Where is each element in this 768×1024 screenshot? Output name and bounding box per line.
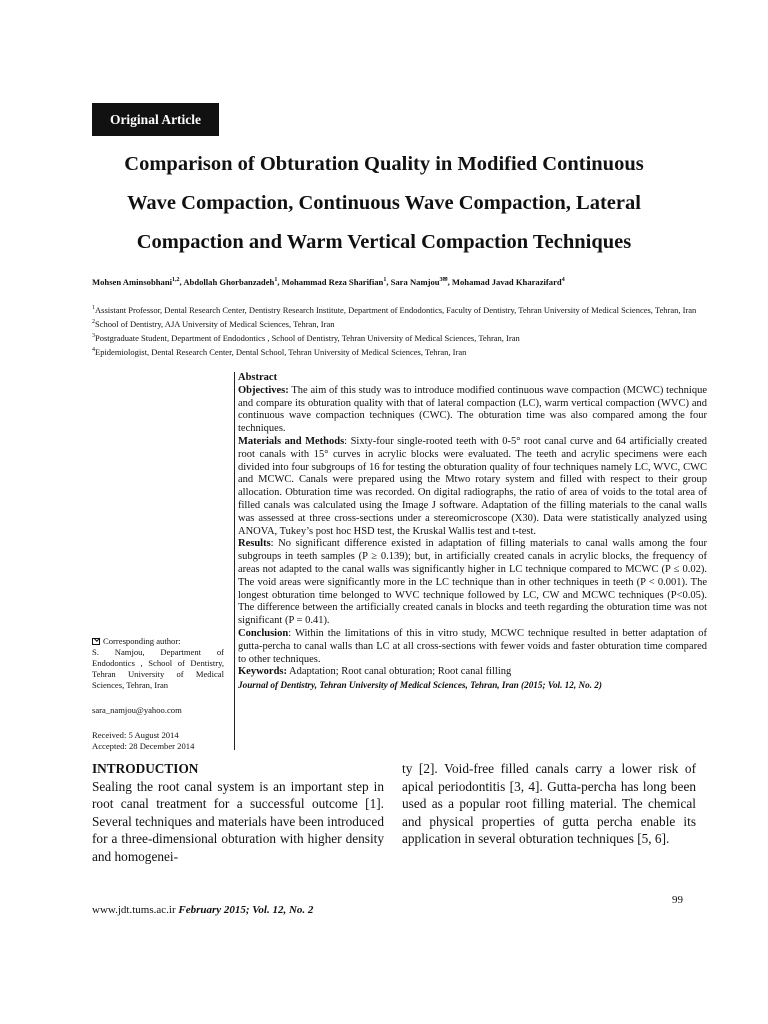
affiliation xyxy=(92,344,712,358)
affiliation xyxy=(92,316,712,330)
affiliation-text: School of Dentistry, AJA University of Medical Sciences, Tehran, Iran xyxy=(95,318,335,329)
title-line: Wave Compaction, Continuous Wave Compaction, Lateral xyxy=(127,192,641,214)
article-title xyxy=(60,145,708,262)
keywords-label: Keywords: xyxy=(238,666,287,678)
results-text: : No significant difference existed in adaptation of filling materials to canal walls among the four subgroups in teeth samples (P ≥ 0.139); but, in artificially created canals in acrylic blocks, the frequency of areas not adapted to the canal walls was significantly higher in LC technique compared to MCWC (P ≤ 0.02). The void areas were significantly more in the LC technique than in other techniques in teeth (P < 0.001). The longest obturation time belonged to WVC technique followed by LC, CW and MCWC techniques (P<0.05). The difference between the artificially created canals in blocks and teeth regarding the obturation time was not significant (P = 0.41). xyxy=(238,538,707,627)
affiliation-text: Postgraduate Student, Department of Endodontics , School of Dentistry, Tehran University of Medical Sciences, Tehran, Iran xyxy=(95,332,520,343)
author-affil: 3✉ xyxy=(439,277,448,283)
author-affil: 1 xyxy=(383,277,387,283)
author-name: Abdollah Ghorbanzadeh xyxy=(183,276,275,287)
author-name: Mohamad Javad Kharazifard xyxy=(451,276,562,287)
abstract-heading: Abstract xyxy=(238,372,278,383)
affiliation-number: 4 xyxy=(92,347,95,354)
affiliation xyxy=(92,302,712,316)
methods-text: : Sixty-four single-rooted teeth with 0-5° root canal curve and 64 artificially created root canals with 15° curves in acrylic blocks were evaluated. The teeth and acrylic specimens were each divided into four subgroups of 16 for testing the obturation quality of four techniques namely LC, WVC, CWC and MCWC. Canals were prepared using the Mtwo rotary system and filled with respect to their group allocation. Obturation time was recorded. On digital radiographs, the ratio of area of voids to the total area of filled canals was calculated using the Image J software. Adaptation of the filling materials to the canal walls was assessed at three cross-sections under a stereomicroscope (X30). Data were statistically analyzed using ANOVA, Tukey’s post hoc HSD test, the Kruskal Wallis test and t-test. xyxy=(238,435,707,537)
body-column-left xyxy=(92,760,384,866)
body-paragraph: Sealing the root canal system is an important step in root canal treatment for a successful outcome [1]. Several techniques and materials have been introduced for a three-dimensional obturation with higher density and homogenei- xyxy=(92,778,384,864)
abstract-methods xyxy=(238,436,707,538)
author-name: Mohsen Aminsobhani xyxy=(92,276,172,287)
abstract-box xyxy=(234,372,707,750)
page-footer xyxy=(92,904,313,916)
objectives-text: The aim of this study was to introduce modified continuous wave compaction (MCWC) technique and compare its obturation quality with that of lateral compaction (LC), warm vertical compaction (WVC) and continuous wave compaction techniques (CWC). The obturation time was also compared among the four techniques. xyxy=(238,384,707,435)
abstract-conclusion xyxy=(238,628,707,666)
affiliation xyxy=(92,330,712,344)
conclusion-label: Conclusion xyxy=(238,627,289,639)
journal-url[interactable]: www.jdt.tums.ac.ir xyxy=(92,904,176,916)
author-list: Mohsen Aminsobhani$^{1,2}$, Abdollah Ghorbanzadeh$^1$, Mohammad Reza Sharifian$^1$, Sara Namjou$^{3✉}$, Mohamad Javad Kharazifard$^4$ xyxy=(92,276,565,287)
title-line: Comparison of Obturation Quality in Modified Continuous xyxy=(124,153,644,175)
author-name: Mohammad Reza Sharifian xyxy=(281,276,384,287)
results-label: Results xyxy=(238,538,271,550)
author-affil: 1,2 xyxy=(172,277,180,283)
page-number: 99 xyxy=(672,894,683,906)
section-heading-introduction: INTRODUCTION xyxy=(92,761,199,776)
affiliation-text: Assistant Professor, Dental Research Center, Dentistry Research Institute, Department of Endodontics, Faculty of Dentistry, Tehran University of Medical Sciences, Tehran, Iran xyxy=(95,304,697,315)
affiliation-number: 1 xyxy=(92,305,95,311)
journal-citation: Journal of Dentistry, Tehran University of Medical Sciences, Tehran, Iran (2015; Vol. 12, No. 2) xyxy=(238,680,602,691)
methods-label: Materials and Methods xyxy=(238,435,345,447)
affiliation-list xyxy=(92,302,712,358)
body-paragraph: ty [2]. Void-free filled canals carry a lower risk of apical periodontitis [3, 4]. Gutta-percha has long been used as a popular root filling material. The chemical and physical properties of gutta percha enable its application in several obturation techniques [5, 6]. xyxy=(402,761,696,847)
issue-info: February 2015; Vol. 12, No. 2 xyxy=(178,904,314,916)
article-type-badge: Original Article xyxy=(92,103,219,136)
objectives-label: Objectives: xyxy=(238,384,289,396)
abstract-results xyxy=(238,538,707,628)
received-date: Received: 5 August 2014 xyxy=(92,730,179,740)
abstract-keywords xyxy=(238,666,707,679)
title-line: Compaction and Warm Vertical Compaction Techniques xyxy=(136,231,632,253)
author-name: Sara Namjou xyxy=(390,276,440,287)
affiliation-number: 2 xyxy=(92,319,95,326)
keywords-text: Adaptation; Root canal obturation; Root canal filling xyxy=(287,666,512,678)
affiliation-number: 3 xyxy=(92,333,95,340)
conclusion-text: : Within the limitations of this in vitro study, MCWC technique resulted in better adaptation of gutta-percha to canal walls than LC at all cross-sections with fewer voids and faster obturation time compared to other techniques. xyxy=(238,627,707,665)
article-dates xyxy=(92,730,224,752)
corresponding-author-heading xyxy=(92,636,224,647)
correspondence-sidebar xyxy=(92,636,224,752)
author-affil: 4 xyxy=(561,277,565,283)
corresponding-author-details: S. Namjou, Department of Endodontics , School of Dentistry, Tehran University of Medical Sciences, Tehran, Iran xyxy=(92,647,224,690)
author-affil: 1 xyxy=(274,277,278,283)
accepted-date: Accepted: 28 December 2014 xyxy=(92,741,195,751)
abstract-objectives xyxy=(238,385,707,436)
affiliation-text: Epidemiologist, Dental Research Center, Dental School, Tehran University of Medical Sciences, Tehran, Iran xyxy=(95,346,467,357)
corresponding-author-label: Corresponding author: xyxy=(103,636,181,646)
body-column-right xyxy=(402,760,696,848)
envelope-icon xyxy=(92,638,100,645)
author-email[interactable]: sara_namjou@yahoo.com xyxy=(92,705,182,715)
